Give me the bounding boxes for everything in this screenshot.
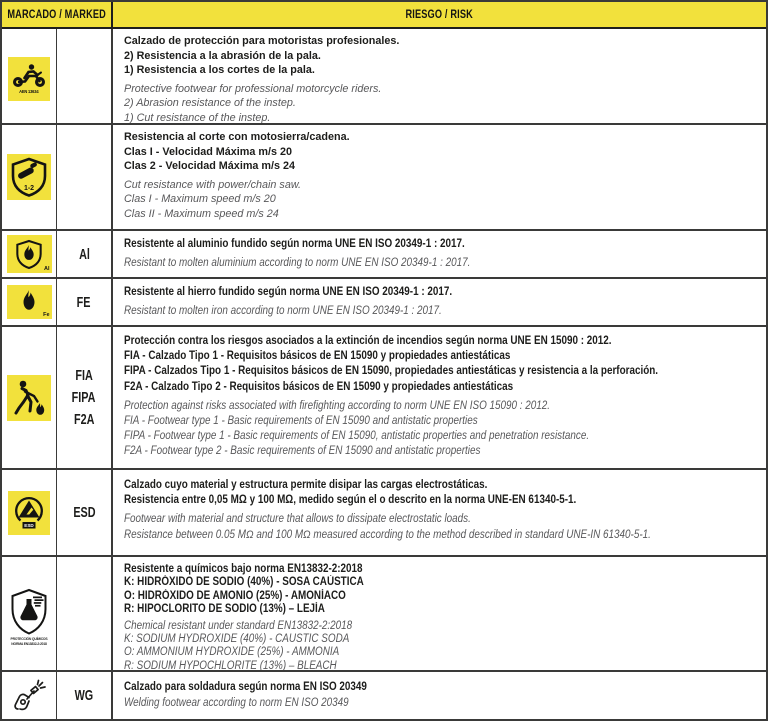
marking-code: F2A — [73, 411, 95, 428]
header-risk: RIESGO / RISK — [113, 2, 766, 27]
risk-cell — [113, 279, 766, 325]
risk-en: Welding footwear according to norm EN ISO 20349 — [124, 696, 349, 709]
risk-es: Resistente al aluminio fundido según norma UNE EN ISO 20349-1 : 2017. — [124, 237, 465, 250]
table-header — [2, 2, 766, 29]
iron-symbol-label: Fe — [43, 311, 50, 318]
code-cell-empty — [57, 29, 113, 125]
marking-code: FIPA — [72, 389, 96, 406]
code-cell — [57, 672, 113, 719]
header-marked: MARCADO / MARKED — [2, 2, 113, 27]
code-cell — [57, 327, 113, 468]
chainsaw-shield-icon — [7, 154, 51, 200]
table-row-firefighting — [2, 327, 766, 470]
risk-es: Resistencia al corte con motosierra/cadena. Clas I - Velocidad Máxima m/s 20 Clas 2 - Velocidad Máxima m/s 24 — [124, 131, 350, 173]
risk-es: Calzado cuyo material y estructura permite disipar las cargas electrostáticas. Resistencia entre 0,05 MΩ y 100 MΩ, medido según el o descrito en la norma UNE-EN 61340-5-1. — [124, 479, 577, 507]
risk-cell — [113, 672, 766, 719]
esd-icon-label: ESD — [24, 522, 34, 528]
motorcycle-icon — [8, 57, 50, 101]
risk-es: Protección contra los riesgos asociados a la extinción de incendios según norma UNE EN 15090 : 2012. FIA - Calzado Tipo 1 - Requisitos básicos de EN 15090 y propiedades antiestáticas FIPA - Calzados Tipo 1 - Requisitos básicos de EN 15090, propiedades antiestáticas y resistencia a la perforación. F2A - Calzado Tipo 2 - Requisitos básicos de EN 15090 y propiedades antiestáticas — [124, 335, 659, 393]
code-cell-empty — [57, 125, 113, 229]
table-row-chainsaw — [2, 125, 766, 231]
table-row-motorcycle — [2, 29, 766, 125]
risk-es: Calzado de protección para motoristas profesionales. 2) Resistencia a la abrasión de la pala. 1) Resistencia a los cortes de la pala. — [124, 35, 400, 77]
risk-en: Protective footwear for professional motorcycle riders. 2) Abrasion resistance of the instep. 1) Cut resistance of the instep. — [124, 82, 382, 124]
table-row-aluminium — [2, 231, 766, 279]
chemical-icon-caption: PROTECCIÓN QUÍMICOS — [10, 636, 48, 641]
marking-code: FE — [77, 293, 91, 311]
risk-es: Resistente a químicos bajo norma EN13832-2:2018 K: HIDRÓXIDO DE SODIO (40%) - SOSA CAÚSTICA O: HIDRÓXIDO DE AMONIO (25%) - AMONÍACO R: HIPOCLORITO DE SODIO (13%) – LEJÍA — [124, 563, 364, 616]
risk-en: Footwear with material and structure that allows to dissipate electrostatic loads. Resistance between 0.05 MΩ and 100 MΩ measured according to the method described in standard UNE-IN 61340-5-1. — [124, 513, 651, 541]
chainsaw-class-label: 1-2 — [23, 185, 35, 192]
risk-cell — [113, 231, 766, 277]
risk-en: Resistant to molten aluminium according to norm UNE EN ISO 20349-1 : 2017. — [124, 257, 471, 269]
risk-cell — [113, 29, 766, 125]
marking-code: Al — [78, 245, 90, 263]
risk-cell — [113, 125, 766, 229]
table-row-welding — [2, 672, 766, 719]
marking-code: FIA — [75, 367, 93, 384]
risk-en: Resistant to molten iron according to norm UNE EN ISO 20349-1 : 2017. — [124, 305, 442, 317]
aluminium-symbol-label: Al — [44, 265, 50, 272]
code-cell — [57, 231, 113, 277]
firefighter-icon — [7, 375, 51, 421]
chemical-icon-caption: NORMA EN13832-2:2018 — [11, 641, 47, 646]
risk-cell — [113, 470, 766, 555]
risk-cell — [113, 557, 766, 672]
risk-en: Cut resistance with power/chain saw. Clas I - Maximum speed m/s 20 Clas II - Maximum speed m/s 24 — [124, 178, 302, 220]
risk-en: Protection against risks associated with firefighting according to norm UNE EN ISO 15090 : 2012. FIA - Footwear type 1 - Basic requirements of EN 15090 and antistatic properties FIPA - Footwear type 1 - Basic requirements of EN 15090, antistatic properties and penetration resistance. F2A - Footwear type 2 - Basic requirements of EN 15090 and antistatic properties — [124, 399, 590, 458]
table-row-iron — [2, 279, 766, 327]
table-row-chemical — [2, 557, 766, 672]
chemical-shield-icon — [6, 588, 52, 646]
welding-icon — [11, 678, 47, 714]
esd-icon — [8, 491, 50, 535]
risk-es: Resistente al hierro fundido según norma UNE EN ISO 20349-1 : 2017. — [124, 285, 453, 298]
code-cell — [57, 470, 113, 555]
shield-flame-icon — [7, 235, 52, 273]
risk-en: Chemical resistant under standard EN13832-2:2018 K: SODIUM HYDROXIDE (40%) - CAUSTIC SODA O: AMMONIUM HYDROXIDE (25%) - AMMONIA R: SODIUM HYPOCHLORITE (13%) – BLEACH — [124, 619, 353, 672]
marking-code: WG — [74, 687, 94, 704]
risk-cell — [113, 327, 766, 468]
marking-code: ESD — [72, 504, 96, 521]
motorcycle-icon-label: AEN 13634 — [19, 89, 39, 95]
table-row-esd — [2, 470, 766, 557]
code-cell-empty — [57, 557, 113, 672]
code-cell — [57, 279, 113, 325]
risk-es: Calzado para soldadura según norma EN ISO 20349 — [124, 681, 367, 694]
flame-icon — [7, 285, 52, 319]
